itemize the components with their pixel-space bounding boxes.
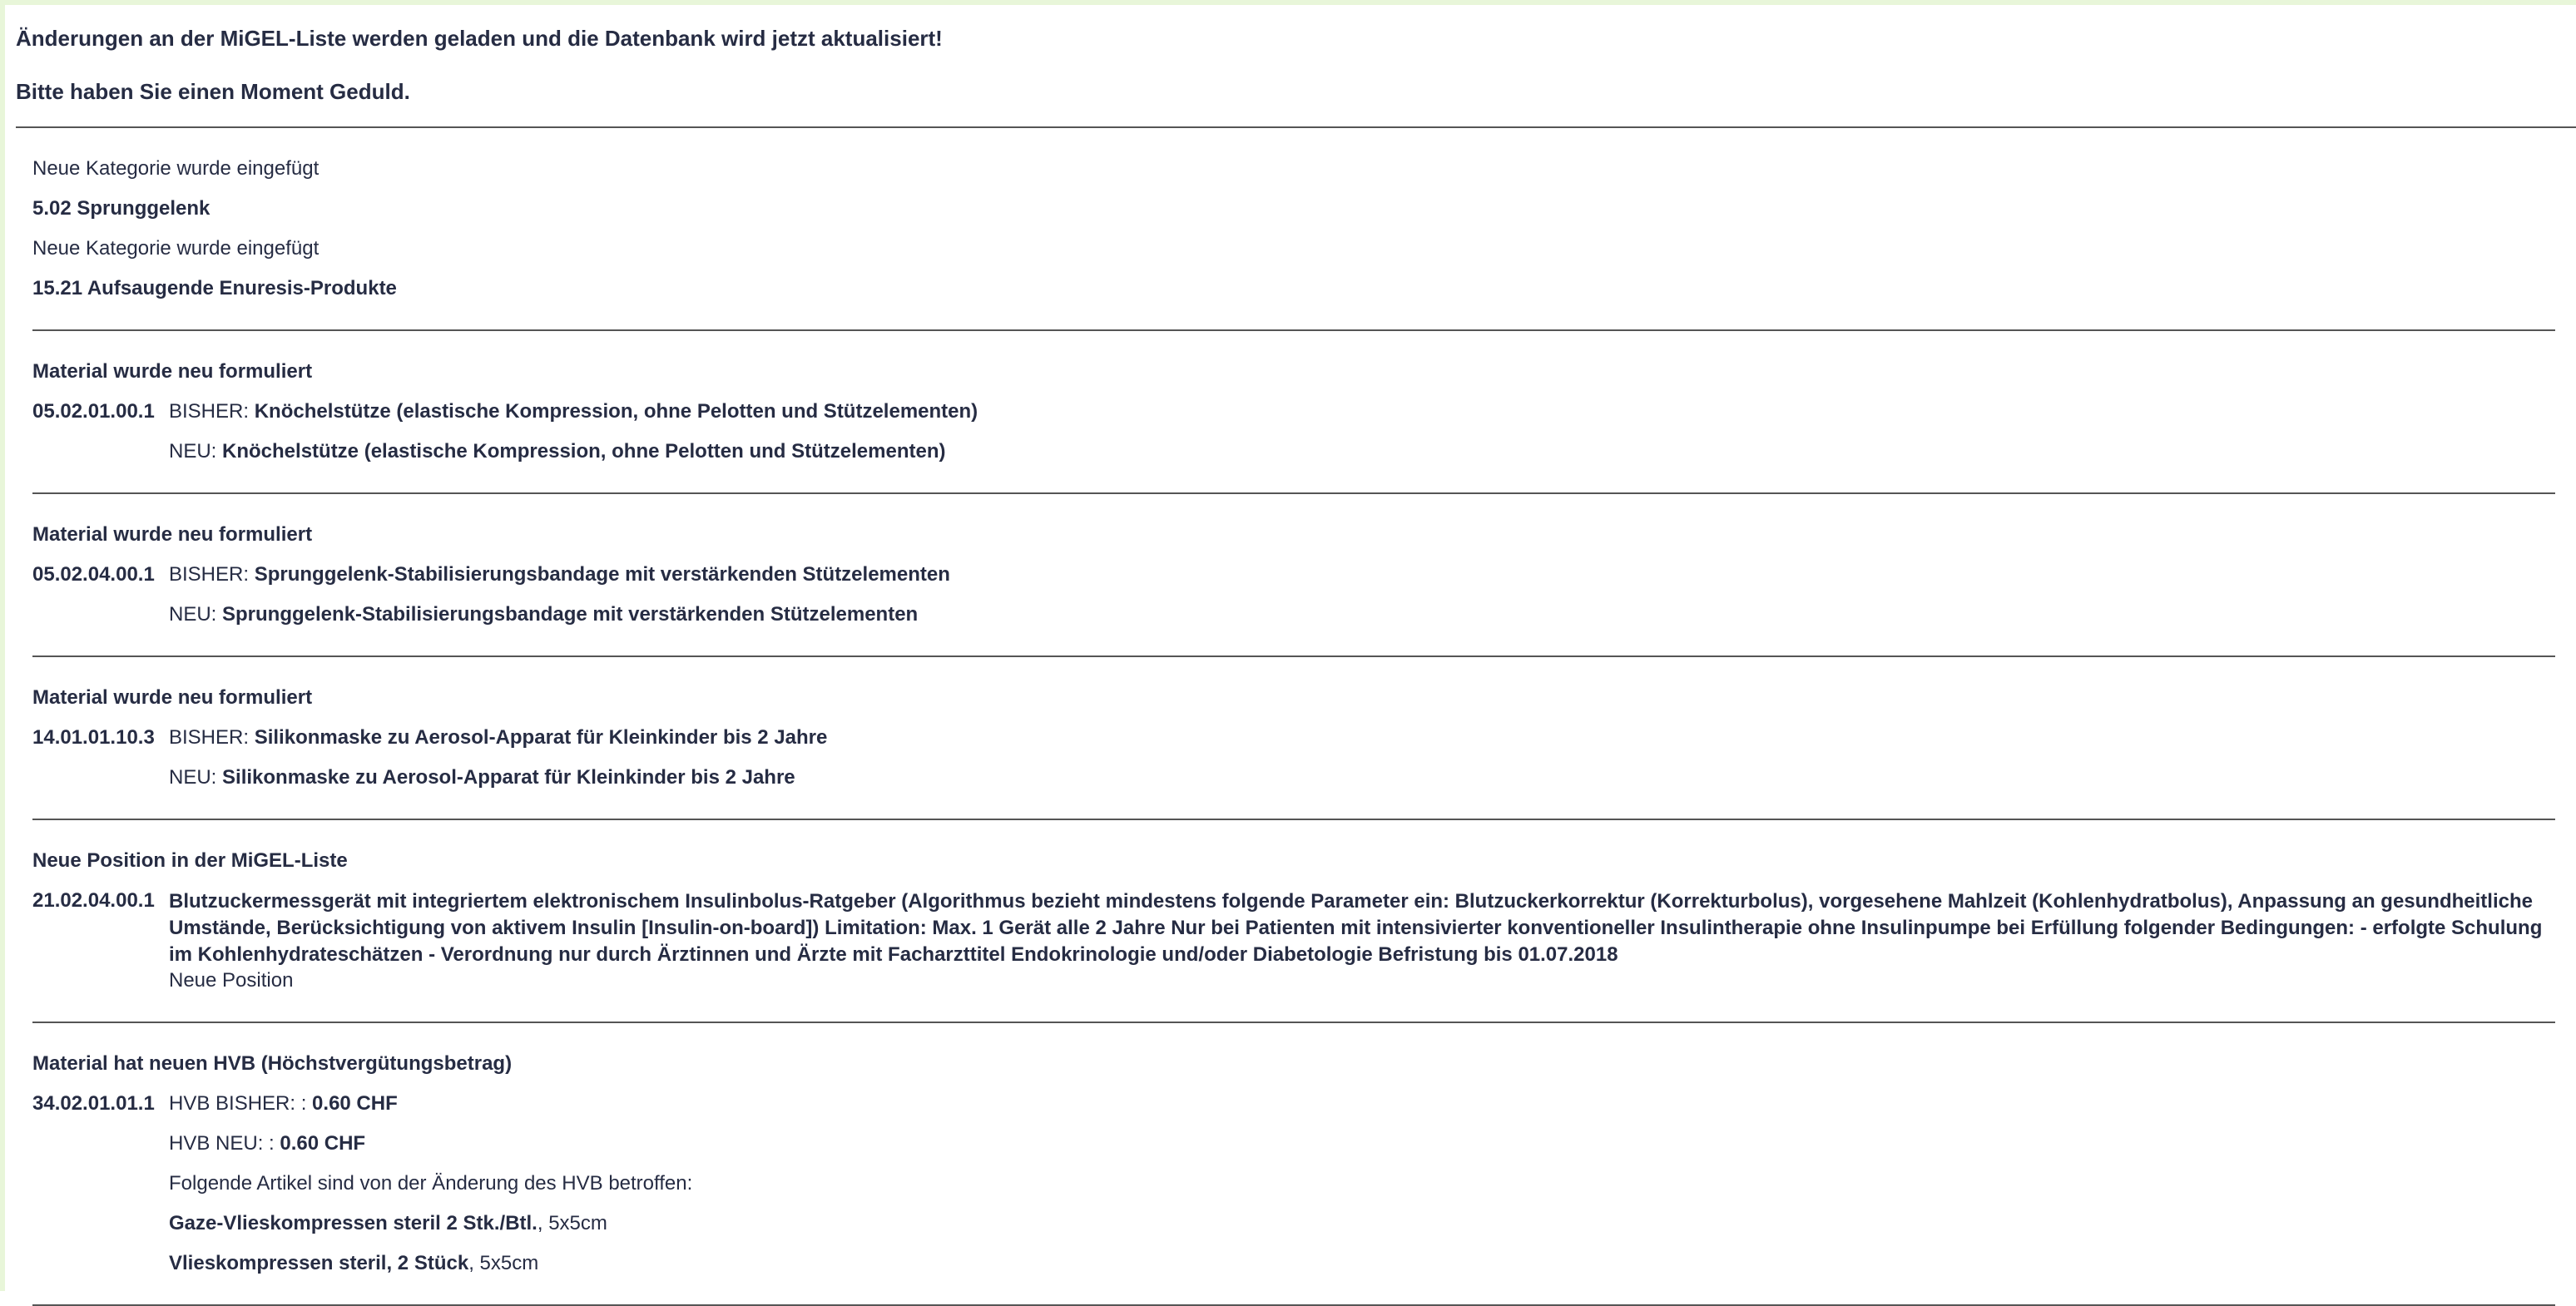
category-label: Neue Kategorie wurde eingefügt (32, 157, 320, 180)
neu-label: NEU: (169, 766, 217, 789)
reformulated-section (32, 494, 2555, 655)
bisher-text: Silikonmaske zu Aerosol-Apparat für Kleinkinder bis 2 Jahre (254, 726, 828, 749)
bisher-label: BISHER: (169, 563, 250, 586)
category-name: 15.21 Aufsaugende Enuresis-Produkte (32, 277, 397, 299)
bisher-text: Knöchelstütze (elastische Kompression, ohne Pelotten und Stützelementen) (254, 400, 978, 423)
neu-label: NEU: (169, 603, 217, 626)
position-code: 21.02.04.00.1 (32, 889, 155, 912)
article-size: , 5x5cm (468, 1252, 539, 1274)
change-row (32, 725, 2555, 750)
hvb-row (32, 1091, 2555, 1116)
neu-row (32, 439, 2555, 464)
section-title: Material wurde neu formuliert (32, 523, 313, 546)
hvb-neu-label: HVB NEU: : (169, 1132, 275, 1155)
neu-text: Sprunggelenk-Stabilisierungsbandage mit verstärkenden Stützelementen (222, 603, 919, 626)
hvb-neu-value: 0.60 CHF (280, 1132, 366, 1155)
bisher-label: BISHER: (169, 400, 250, 423)
change-row (32, 399, 2555, 424)
section-title: Neue Position in der MiGEL-Liste (32, 849, 348, 872)
loading-message: Änderungen an der MiGEL-Liste werden geladen und die Datenbank wird jetzt aktualisiert! (16, 26, 943, 51)
hvb-bisher-label: HVB BISHER: : (169, 1092, 307, 1115)
neu-row (32, 602, 2555, 627)
reformulated-section (32, 657, 2555, 819)
bisher-label: BISHER: (169, 726, 250, 749)
reformulated-section (32, 331, 2555, 492)
article-name: Gaze-Vlieskompressen steril 2 Stk./Btl. (169, 1212, 537, 1234)
neu-row (32, 765, 2555, 790)
hvb-bisher-value: 0.60 CHF (312, 1092, 398, 1115)
section-title: Material hat neuen HVB (Höchstvergütungsbetrag) (32, 1052, 513, 1075)
position-code: 05.02.04.00.1 (32, 563, 155, 586)
neu-text: Knöchelstütze (elastische Kompression, ohne Pelotten und Stützelementen) (222, 440, 946, 463)
page-content (5, 5, 2572, 1306)
new-position-section (32, 820, 2555, 1022)
position-code: 05.02.01.00.1 (32, 400, 155, 423)
neu-text: Silikonmaske zu Aerosol-Apparat für Kleinkinder bis 2 Jahre (222, 766, 795, 789)
hvb-section (32, 1023, 2555, 1304)
position-description: Blutzuckermessgerät mit integriertem elektronischem Insulinbolus-Ratgeber (Algorithmus bezieht mindestens folgende Parameter ein: Blutzuckerkorrektur (Korrekturbolus), vorgesehene Mahlzeit (Kohlenhydratbolus), Anpassung an gesundheitliche Umstände, Berücksichtigung von aktivem Insulin [Insulin-on-board]) Limitation: Max. 1 Gerät alle 2 Jahre Nur bei Patienten mit intensivierter konventioneller Insulintherapie ohne Insulinpumpe bei Erfüllung folgender Bedingungen: - erfolgte Schulung im Kohlenhydrateschätzen - Verordnung nur durch Ärztinnen und Ärzte mit Facharzttitel Endokrinologie und/oder Diabetologie Befristung bis 01.07.2018 (169, 890, 2543, 966)
position-note: Neue Position (169, 969, 294, 992)
changes-list (16, 128, 2555, 1306)
section-title: Material wurde neu formuliert (32, 360, 313, 383)
article-name: Vlieskompressen steril, 2 Stück (169, 1252, 469, 1274)
position-code: 34.02.01.01.1 (32, 1092, 155, 1115)
neu-label: NEU: (169, 440, 217, 463)
section-title: Material wurde neu formuliert (32, 686, 313, 709)
category-name: 5.02 Sprunggelenk (32, 197, 211, 220)
affected-label: Folgende Artikel sind von der Änderung des HVB betroffen: (169, 1172, 693, 1195)
category-label: Neue Kategorie wurde eingefügt (32, 237, 320, 260)
affected-article (32, 1251, 2555, 1276)
hvb-neu-row (32, 1131, 2555, 1156)
wait-message: Bitte haben Sie einen Moment Geduld. (16, 79, 410, 104)
article-size: , 5x5cm (537, 1212, 607, 1234)
change-row (32, 562, 2555, 587)
position-row (32, 888, 2555, 993)
affected-article (32, 1211, 2555, 1236)
position-code: 14.01.01.10.3 (32, 726, 155, 749)
bisher-text: Sprunggelenk-Stabilisierungsbandage mit verstärkenden Stützelementen (254, 563, 950, 586)
new-categories-section (32, 128, 2555, 329)
